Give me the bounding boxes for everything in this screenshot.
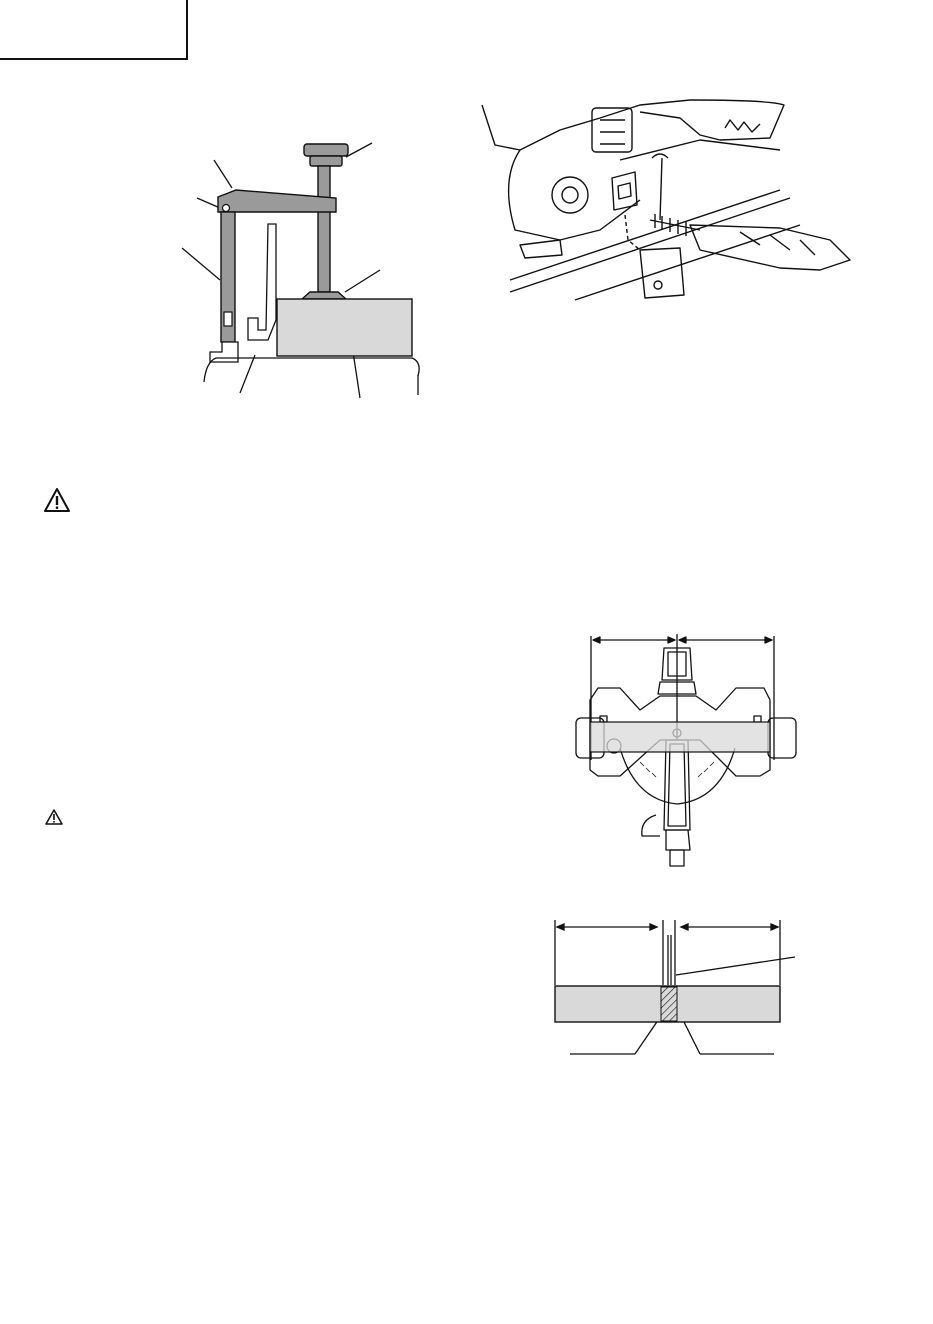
header-tab-box [0, 0, 188, 60]
saw-top-view-diagram [570, 630, 810, 875]
saw-with-vise-photo-drawing [480, 100, 860, 310]
warning-triangle-icon [43, 487, 71, 513]
kerf-cross-section-diagram [550, 915, 800, 1065]
warning-triangle-icon [45, 809, 63, 825]
vise-clamp-diagram [170, 135, 430, 405]
